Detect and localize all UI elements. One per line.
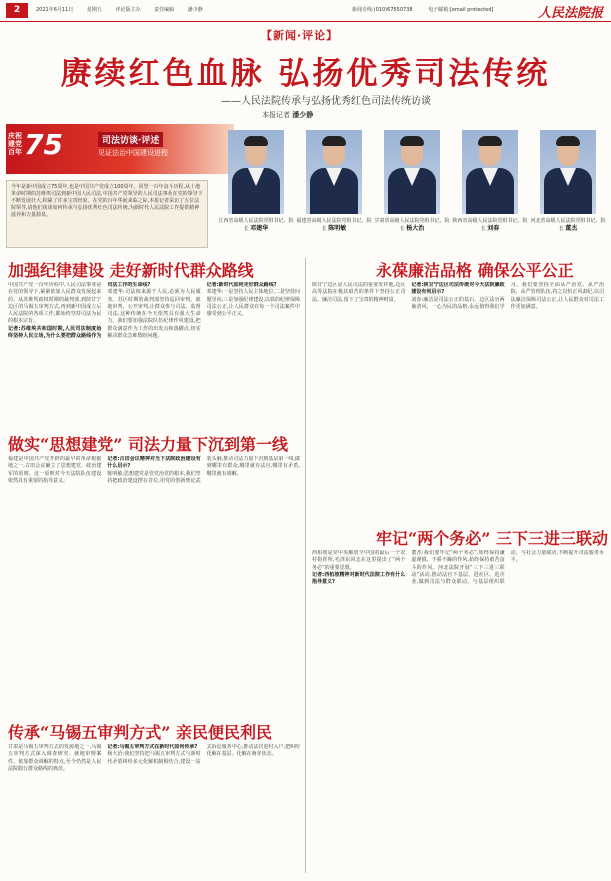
banner-label-main: 司法访谈·评述 (98, 132, 163, 147)
portrait-card (296, 130, 370, 248)
article-paragraph: 刘春:廉洁是司法公正的基石。边区法官两袖清风、一心为民的品格,永远值得我们学习。我们要坚持全面从严治党、从严治院、从严管理队伍,持之以恒正风肃纪,以司法廉洁保障司法公正,让人民群众对司法工作更加满意。 (411, 282, 604, 310)
portrait-photo (462, 130, 518, 214)
byline-name: 潘少静 (292, 111, 314, 119)
article-heading: 传承“马锡五审判方式” 亲民便民利民 (8, 723, 272, 742)
portrait-name: 董杰 (565, 225, 578, 232)
page-number: 2 (6, 3, 28, 18)
portrait-photo (540, 130, 596, 214)
portrait-card (374, 130, 448, 248)
portrait-name: 邓建华 (250, 225, 269, 232)
portrait-card (452, 130, 526, 248)
anniversary-banner (6, 124, 234, 174)
article-body (8, 744, 300, 872)
article-heading: 加强纪律建设 走好新时代群众路线 (8, 261, 254, 280)
header-date: 2021年6月11日 (36, 7, 74, 13)
portrait-card (530, 130, 604, 248)
article-question: 记者:古田会议精神对当下法院政治建设有什么启示? (107, 456, 201, 470)
banner-side-text: 庆祝建党百年 (8, 132, 22, 156)
article-body (8, 456, 300, 574)
article-paragraph: 陈明敏:思想建党是管党治党的根本,我们坚持把政治建设摆在首位,用党的创新理论武装头脑,推动司法力量下沉到基层第一线,做到哪里有群众,哪里就有法官,哪里有矛盾,哪里就有调解。 (107, 456, 300, 484)
portrait-caption (218, 218, 294, 233)
portrait-role: 江西省高级人民法院党组书记、院长 (218, 218, 294, 232)
portrait-caption (452, 218, 528, 233)
article-paragraph: 甘肃是马锡五审判方式的发源地之一,马锡五审判方式深入调查研究、就地审理案件、依靠群众调解的特点,至今仍然是人民法院践行群众路线的典范。 (8, 744, 102, 772)
banner-label-sub: 见证法治中国建设进程 (98, 149, 168, 157)
article-paragraph: 中国共产党一百年历程中,人民司法事业是在党的领导下,紧紧依靠人民群众发展起来的。从苏维埃政权时期的裁判部,到陕甘宁边区的马锡五审判方式,再到新中国成立后人民法院的各项工作,都始终坚持司法为民的根本宗旨。 (8, 282, 102, 325)
header-email: 电子邮箱:[email protected] (428, 7, 494, 13)
page-header (0, 0, 611, 22)
portrait-card (218, 130, 292, 248)
portrait-name: 杨大治 (406, 225, 425, 232)
page-title: 赓续红色血脉 弘扬优秀司法传统 (60, 56, 551, 92)
portrait-role: 陕西省高级人民法院党组书记、院长 (452, 218, 528, 232)
portrait-photo (384, 130, 440, 214)
article-question: 记者:新时代如何走好群众路线? (206, 282, 277, 288)
header-contacts (352, 6, 507, 13)
portrait-photo (306, 130, 362, 214)
newspaper-masthead: 人民法院报 (537, 6, 603, 21)
article-paragraph: 西柏坡是党中央解放全中国的最后一个农村指挥所,毛泽东同志在这里提出了“两个务必”的重要思想。 (312, 550, 406, 571)
article-body (312, 282, 604, 432)
article-paragraph: 杨大治:我们坚持把马锡五审判方式与新时代矛盾纠纷多元化解机制相结合,建设一站式诉讼服务中心,推动法官进村入户,把纠纷化解在基层、化解在萌芽状态。 (107, 744, 300, 765)
header-host: 评论版主办 (115, 7, 141, 13)
portrait-name: 刘春 (487, 225, 500, 232)
header-editor-name: 潘少静 (187, 7, 203, 13)
portrait-row (218, 130, 606, 248)
portrait-caption (374, 218, 450, 233)
article-paragraph: 邓建华:一是坚持人民主体地位,二是坚持问题导向,三是加强纪律建设,以铁的纪律保障司法公正,让人民群众在每一个司法案件中感受到公平正义。 (206, 289, 300, 318)
section-tag: 【新闻·评论】 (261, 29, 339, 42)
portrait-caption (296, 218, 372, 233)
article-heading: 永葆廉洁品格 确保公平公正 (376, 261, 574, 280)
portrait-caption (530, 218, 606, 233)
portrait-name: 陈明敏 (328, 225, 347, 232)
article-paragraph: 福建是中国共产党开辟的最早的革命根据地之一,古田会议确立了思想建党、政治建军的原则。这一原则对今天法院队伍建设依然具有重要的指导意义。 (8, 456, 102, 484)
article-question: 记者:苏维埃共和国时期,人民司法制度始终坚持人民立场,为什么要把群众路线作为司法工作的生命线? (8, 282, 151, 340)
portrait-role: 河北省高级人民法院党组书记、院长 (530, 218, 606, 232)
header-meta (36, 6, 215, 13)
page-subtitle: ——人民法院传承与弘扬优秀红色司法传统访谈 (221, 96, 431, 107)
article-question: 记者:陕甘宁边区司法传统对今天法院廉政建设有何启示? (411, 282, 505, 296)
header-weekday: 星期五 (86, 7, 102, 13)
article-body (312, 550, 604, 872)
header-editor-label: 责任编辑 (154, 7, 175, 13)
header-phone: 新闻专线:(010)67550738 (352, 7, 413, 13)
article-heading: 做实“思想建党” 司法力量下沉到第一线 (8, 435, 288, 454)
article-paragraph: 陕甘宁边区是人民司法的重要发祥地,边区高等法院在极其艰苦的条件下坚持公正司法、廉洁司法,留下了宝贵的精神财富。 (312, 282, 406, 303)
article-question: 记者:马锡五审判方式在新时代如何传承? (107, 744, 198, 750)
portrait-role: 福建省高级人民法院党组书记、院长 (296, 218, 372, 232)
portrait-photo (228, 130, 284, 214)
byline-prefix: 本报记者 (262, 111, 290, 119)
article-body (8, 282, 300, 374)
portrait-role: 甘肃省高级人民法院党组书记、院长 (374, 218, 450, 232)
article-question: 记者:西柏坡精神对新时代法院工作有什么指导意义? (312, 571, 406, 586)
banner-number: 75 (24, 128, 63, 161)
article-paragraph: 邓建华:司法权来源于人民,必须为人民服务。苏区时期的裁判部坚持巡回审判、就地审判、公开审判,让群众参与司法、监督司法,这种传统在今天依然具有强大生命力。我们要加强法院队伍纪律作风建设,把群众满意作为工作的出发点和落脚点,切实解决群众急难愁盼问题。 (107, 289, 201, 340)
article-heading: 牢记“两个务必” 三下三进三联动 (376, 529, 608, 548)
article-paragraph: 董杰:我们要牢记“两个务必”,始终保持谦虚谨慎、不骄不躁的作风,始终保持艰苦奋斗的作风。河北法院开展“三下三进三联动”活动,推动法官下基层、进社区、进企业,做到司法与群众联动、与基层组织联动、与社会力量联动,不断提升司法服务水平。 (411, 550, 604, 586)
column-divider (305, 258, 306, 873)
byline (262, 110, 313, 120)
intro-box: 今年是新中国成立75周年,也是中国共产党成立100周年。回望一百年奋斗历程,从土地革命时期的苏维埃司法到新中国人民司法,中国共产党领导的人民司法事业在党的领导下不断发展壮大,积累了许多宝贵经验。在党的百年华诞来临之际,本报记者采访了五位法院领导,请他们谈谈如何传承与弘扬优秀红色司法传统,为新时代人民法院工作提供精神滋养和力量源泉。 (6, 180, 208, 248)
